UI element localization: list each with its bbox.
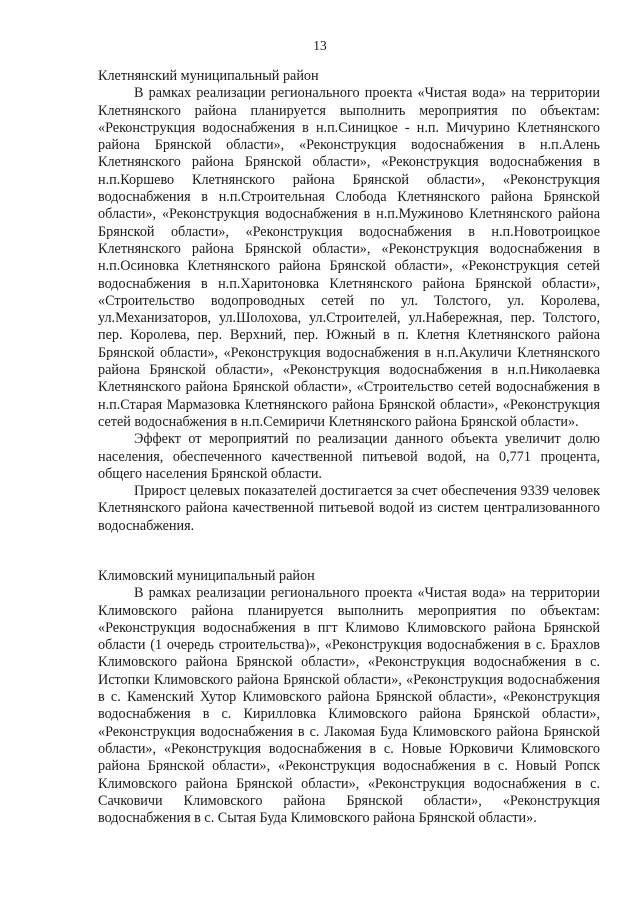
page-number: 13 [313,38,327,53]
section-heading: Климовский муниципальный район [98,568,315,584]
section-kletnya-district [98,68,600,535]
section-heading: Клетнянский муниципальный район [98,68,319,84]
paragraph-measures: В рамках реализации регионального проекта «Чистая вода» на территории Клетнянского района планируется выполнить мероприятия по объектам: «Реконструкция водоснабжения в н.п.Синицкое - н.п. Мичурино Клетнянского района Брянской области», «Реконструкция водоснабжения в н.п.Алень Клетнянского района Брянской области», «Реконструкция водоснабжения в н.п.Коршево Клетнянского района Брянской области», «Реконструкция водоснабжения в н.п.Строительная Слобода Клетнянского района Брянской области», «Реконструкция водоснабжения в н.п.Мужиново Клетнянского района Брянской области», «Реконструкция водоснабжения в н.п.Новотроицкое Клетнянского района Брянской области», «Реконструкция водоснабжения в н.п.Осиновка Клетнянского района Брянской области», «Реконструкция сетей водоснабжения в н.п.Харитоновка Клетнянского района Брянской области», «Строительство водопроводных сетей по ул. Толстого, ул. Королева, ул.Механизаторов, ул.Шолохова, ул.Строителей, ул.Набережная, пер. Толстого, пер. Королева, пер. Верхний, пер. Южный в п. Клетня Клетнянского района Брянской области», «Реконструкция водоснабжения в н.п.Акуличи Клетнянского района Брянской области», «Реконструкция водоснабжения в н.п.Николаевка Клетнянского района Брянской области», «Строительство сетей водоснабжения в н.п.Старая Мармазовка Клетнянского района Брянской области», «Реконструкция сетей водоснабжения в н.п.Семиричи Клетнянского района Брянской области». [98,85,600,430]
paragraph-effect: Эффект от мероприятий по реализации данного объекта увеличит долю населения, обеспеченного качественной питьевой водой, на 0,771 процента, общего населения Брянской области. [98,431,600,482]
paragraph-measures: В рамках реализации регионального проекта «Чистая вода» на территории Климовского района планируется выполнить мероприятия по объектам: «Реконструкция водоснабжения в пгт Климово Климовского района Брянской области (1 очередь строительства)», «Реконструкция водоснабжения в с. Брахлов Климовского района Брянской области», «Реконструкция водоснабжения в с. Истопки Климовского района Брянской области», «Реконструкция водоснабжения в с. Каменский Хутор Климовского района Брянской области», «Реконструкция водоснабжения в с. Кирилловка Климовского района Брянской области», «Реконструкция водоснабжения в с. Лакомая Буда Климовского района Брянской области», «Реконструкция водоснабжения в с. Новые Юрковичи Климовского района Брянской области», «Реконструкция водоснабжения в с. Новый Ропск Климовского района Брянской области», «Реконструкция водоснабжения в с. Сачковичи Климовского района Брянской области», «Реконструкция водоснабжения в с. Сытая Буда Климовского района Брянской области». [98,585,600,827]
paragraph-growth: Прирост целевых показателей достигается за счет обеспечения 9339 человек Клетнянского района качественной питьевой водой из систем централизованного водоснабжения. [98,483,600,534]
section-klimovo-district [98,568,600,827]
